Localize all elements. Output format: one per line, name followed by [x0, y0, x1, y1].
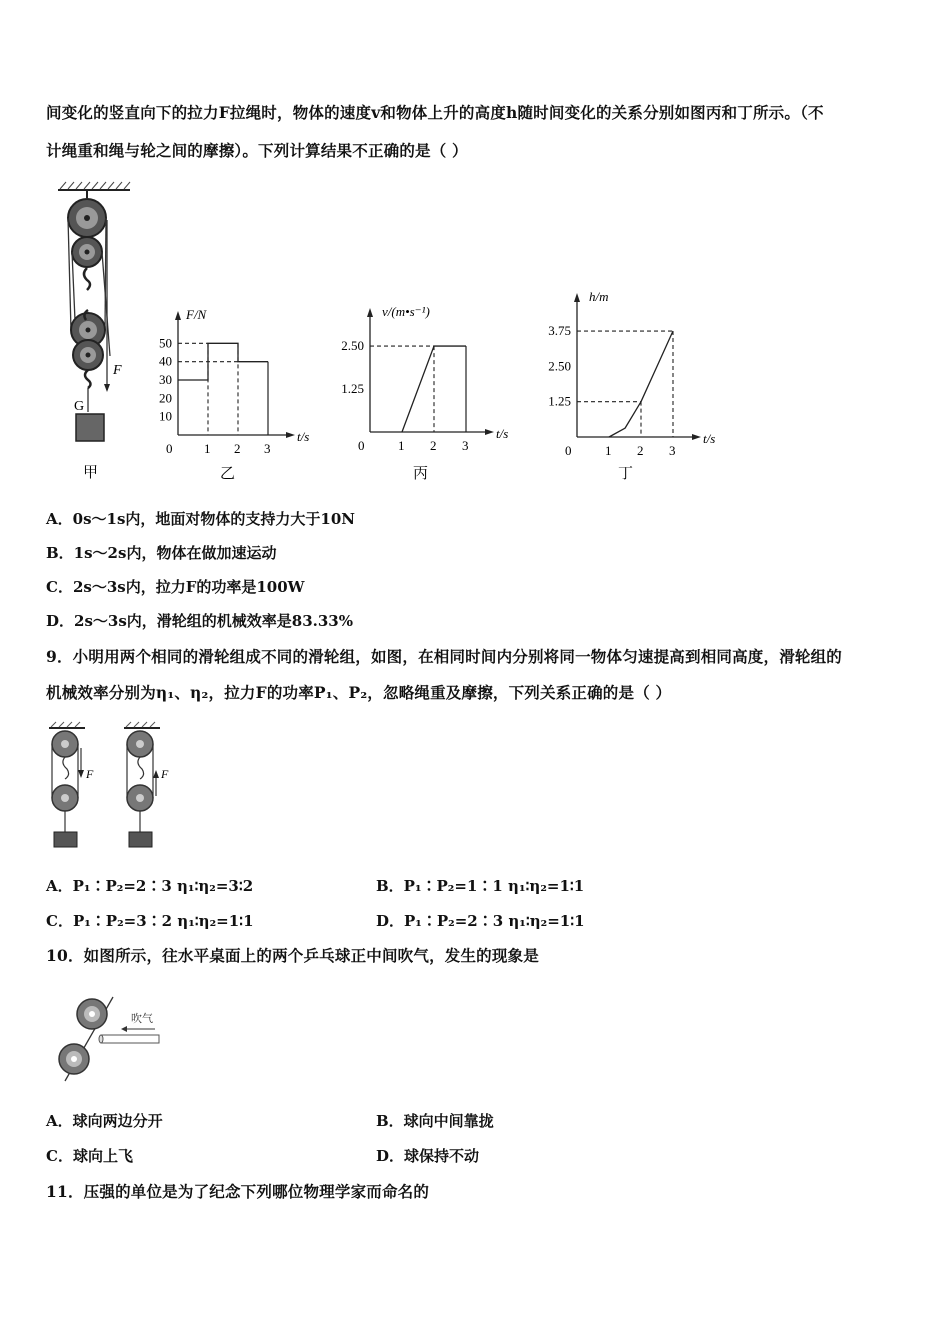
x-tick-label: 0 [166, 441, 173, 456]
q9-stem-line2: 机械效率分别为η₁、η₂，拉力F的功率P₁、P₂，忽略绳重及摩擦，下列关系正确的是（ ） [46, 683, 672, 702]
height-time-chart [530, 289, 716, 490]
y-tick-label: 1.25 [548, 393, 571, 409]
q8-option-d[interactable]: D．2s～3s内，滑轮组的机械效率是83.33% [46, 612, 353, 630]
y-tick-label: 40 [159, 353, 172, 369]
pulley-system-figure [50, 180, 140, 490]
x-axis-label: t/s [496, 426, 509, 441]
y-axis-label: v/(m•s⁻¹) [382, 304, 430, 319]
fig-label-ding: 丁 [618, 466, 634, 482]
height-series-curve [609, 331, 673, 437]
q10-stem: 10．如图所示，往水平桌面上的两个乒乓球正中间吹气，发生的现象是 [46, 946, 539, 965]
q10-option-b[interactable]: B．球向中间靠拢 [376, 1112, 494, 1130]
x-tick-label: 2 [430, 438, 437, 453]
q9-option-d[interactable]: D．P₁∶P₂=2∶3 η₁∶η₂=1∶1 [376, 912, 585, 930]
q11-stem: 11．压强的单位是为了纪念下列哪位物理学家而命名的 [46, 1182, 430, 1201]
x-tick-label: 1 [398, 438, 405, 453]
force-time-chart [150, 307, 310, 490]
q8-option-c[interactable]: C．2s～3s内，拉力F的功率是100W [46, 578, 305, 596]
x-axis-label: t/s [703, 431, 716, 446]
q9-option-b[interactable]: B．P₁∶P₂=1∶1 η₁∶η₂=1∶1 [376, 877, 585, 895]
x-axis-arrow [286, 432, 295, 438]
x-tick-label: 1 [204, 441, 211, 456]
x-axis-label: t/s [297, 429, 310, 444]
weight-label-G: G [74, 399, 85, 414]
x-tick-label: 1 [605, 443, 612, 458]
y-tick-label: 1.25 [341, 381, 364, 397]
y-axis-arrow [574, 293, 580, 302]
y-axis-label: F/N [186, 307, 207, 322]
q10-option-c[interactable]: C．球向上飞 [46, 1147, 133, 1165]
q10-option-d[interactable]: D．球保持不动 [376, 1147, 480, 1165]
y-tick-label: 30 [159, 372, 172, 387]
y-axis-label: h/m [589, 289, 609, 304]
blow-air-label: 吹气 [131, 1013, 153, 1025]
q9-left-force-label: F [86, 767, 94, 781]
x-tick-label: 3 [264, 441, 271, 456]
force-label-F: F [113, 363, 122, 378]
x-tick-label: 0 [565, 443, 572, 458]
y-tick-label: 2.50 [548, 358, 571, 374]
x-tick-label: 3 [669, 443, 676, 458]
fig-label-jia: 甲 [83, 465, 99, 481]
x-axis-arrow [485, 429, 494, 435]
q9-stem-line1: 9．小明用两个相同的滑轮组成不同的滑轮组，如图，在相同时间内分别将同一物体匀速提高到相同高度，滑轮组的 [46, 647, 842, 666]
y-tick-label: 50 [159, 335, 172, 351]
ping-pong-balls-figure [55, 995, 170, 1083]
y-tick-label: 3.75 [548, 323, 571, 339]
x-tick-label: 2 [234, 441, 241, 456]
x-tick-label: 2 [637, 443, 644, 458]
x-tick-label: 0 [358, 438, 365, 453]
y-tick-label: 10 [159, 408, 172, 424]
q8-stem-line2: 计绳重和绳与轮之间的摩擦）。下列计算结果不正确的是（ ） [46, 141, 468, 160]
fig-label-yi: 乙 [220, 466, 236, 482]
q8-stem-line1: 间变化的竖直向下的拉力F拉绳时，物体的速度v和物体上升的高度h随时间变化的关系分别如图丙和丁所示。（不 [46, 103, 824, 122]
q9-option-c[interactable]: C．P₁∶P₂=3∶2 η₁∶η₂=1∶1 [46, 912, 254, 930]
velocity-time-chart [325, 300, 509, 490]
x-axis-arrow [692, 434, 701, 440]
two-pulley-systems-figure [45, 722, 180, 852]
y-tick-label: 2.50 [341, 338, 364, 354]
y-axis-arrow [367, 308, 373, 317]
q9-right-force-label: F [161, 767, 169, 781]
fig-label-bing: 丙 [413, 466, 429, 482]
q9-option-a[interactable]: A．P₁∶P₂=2∶3 η₁∶η₂=3∶2 [46, 877, 254, 895]
q10-option-a[interactable]: A．球向两边分开 [46, 1112, 163, 1130]
q8-option-a[interactable]: A．0s～1s内，地面对物体的支持力大于10N [46, 510, 355, 528]
q8-option-b[interactable]: B．1s～2s内，物体在做加速运动 [46, 544, 277, 562]
y-axis-arrow [175, 311, 181, 320]
y-tick-label: 20 [159, 390, 172, 406]
x-tick-label: 3 [462, 438, 469, 453]
